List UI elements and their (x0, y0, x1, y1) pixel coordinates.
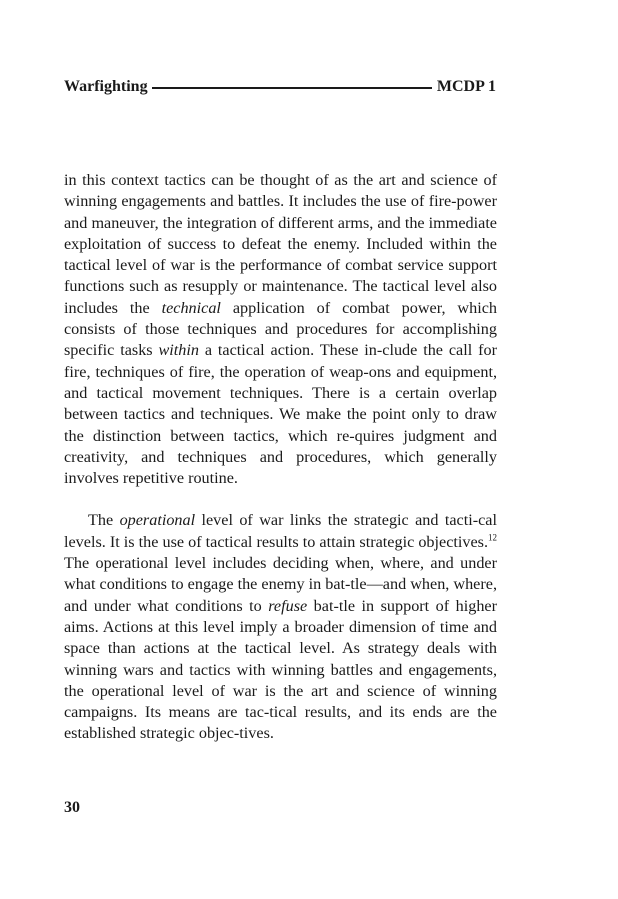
paragraph-2-text-1: The (88, 511, 120, 530)
emphasis-technical: technical (161, 298, 221, 317)
header-publication-id: MCDP 1 (436, 78, 496, 95)
running-header (64, 76, 496, 98)
footnote-reference[interactable]: 12 (488, 532, 497, 543)
paragraph-2-text-2: level of war links the strategic and tacti-cal levels. It is the use of tactical results to attain strategic objectives. (64, 511, 497, 551)
emphasis-refuse: refuse (268, 596, 308, 615)
header-book-title: Warfighting (64, 78, 148, 95)
paragraph-2-text-4: bat-tle in support of higher aims. Actions at this level imply a broader dimension of time and space than actions at the tactical level. As strategy deals with winning wars and tactics with winning battles and engagements, the operational level of war is the art and science of winning campaigns. Its means are tac-tical results, and its ends are the established strategic objec-tives. (64, 596, 498, 743)
paragraph-1-text-2: application of combat power, which consists of those techniques and procedures for accomplishing specific tasks (64, 298, 497, 360)
page-number: 30 (64, 799, 80, 816)
paragraph-1-text-1: in this context tactics can be thought of as the art and science of winning engagements and battles. It includes the use of fire-power and maneuver, the integration of different arms, and the immediate exploitation of success to defeat the enemy. Included within the tactical level of war is the performance of combat service support functions such as resupply or maintenance. The tactical level also includes the (64, 171, 497, 317)
emphasis-within: within (158, 341, 199, 360)
paragraph-operational-level (64, 510, 497, 744)
paragraph-1-text-3: a tactical action. These in-clude the call for fire, techniques of fire, the operation of weap-ons and equipment, and tactical movement techniques. There is a certain overlap between tactics and techniques. We make the point only to draw the distinction between tactics, which re-quires judgment and creativity, and techniques and procedures, which generally involves repetitive routine. (64, 341, 497, 488)
header-rule (152, 87, 432, 89)
body-text (64, 170, 497, 745)
paragraph-tactical-level (64, 170, 497, 489)
paragraph-2-text-3: The operational level includes deciding when, where, and under what conditions to engage the enemy in bat-tle—and when, where, and under what conditions to (64, 554, 497, 615)
emphasis-operational: operational (119, 511, 196, 530)
